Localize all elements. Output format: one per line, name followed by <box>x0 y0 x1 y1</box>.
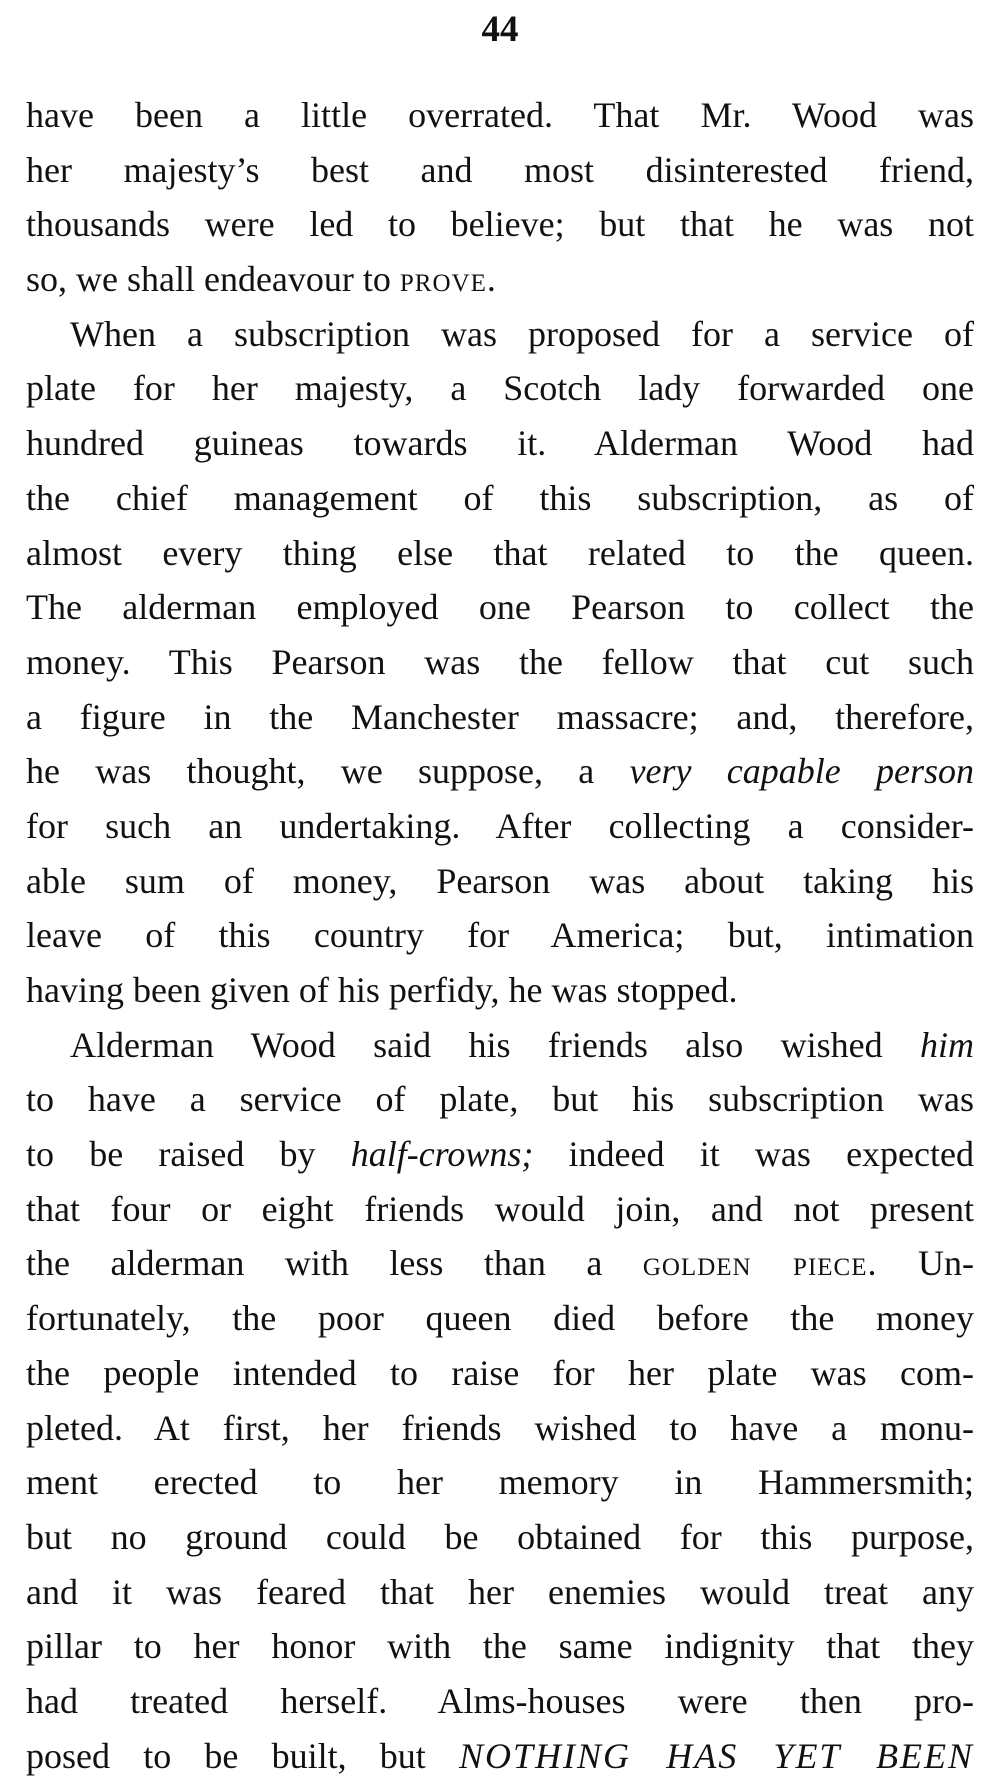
line-text: a figure in the Manchester massacre; and, therefore, <box>26 696 974 737</box>
text-line-9 <box>26 526 974 581</box>
body-text <box>26 88 974 1783</box>
line-text: thousands were led to believe; but that he was not <box>26 204 974 245</box>
line-text: plate for her majesty, a Scotch lady forwarded one <box>26 368 974 409</box>
text-line-4 <box>26 252 974 307</box>
italic-caps-text: NOTHING HAS YET BEEN <box>459 1735 974 1776</box>
line-text: for such an undertaking. After collecting a consider- <box>26 805 974 846</box>
text-line-7 <box>26 416 974 471</box>
line-text: Un- <box>877 1243 974 1284</box>
text-line-16 <box>26 908 974 963</box>
text-line-26 <box>26 1455 974 1510</box>
line-text: that four or eight friends would join, and not present <box>26 1188 974 1229</box>
line-text: to be raised by <box>26 1134 351 1175</box>
text-line-8 <box>26 471 974 526</box>
line-text: he was thought, we suppose, a <box>26 751 630 792</box>
line-text: indeed it was expected <box>533 1134 974 1175</box>
text-line-12 <box>26 690 974 745</box>
text-line-27 <box>26 1510 974 1565</box>
text-line-25 <box>26 1401 974 1456</box>
line-text: almost every thing else that related to the queen. <box>26 532 974 573</box>
italic-text: very capable person <box>629 751 975 792</box>
text-line-15 <box>26 854 974 909</box>
text-line-1 <box>26 88 974 143</box>
text-line-23 <box>26 1291 974 1346</box>
text-line-18 <box>26 1018 974 1073</box>
text-line-20 <box>26 1127 974 1182</box>
line-text: the chief management of this subscription, as of <box>26 477 974 518</box>
line-text: money. This Pearson was the fellow that cut such <box>26 641 974 682</box>
small-caps-text: prove. <box>399 259 497 300</box>
text-line-28 <box>26 1565 974 1620</box>
text-line-19 <box>26 1072 974 1127</box>
text-line-24 <box>26 1346 974 1401</box>
italic-text: him <box>920 1024 974 1065</box>
text-line-3 <box>26 197 974 252</box>
line-text: to have a service of plate, but his subscription was <box>26 1079 974 1120</box>
line-text: The alderman employed one Pearson to collect the <box>26 587 974 628</box>
text-line-21 <box>26 1182 974 1237</box>
text-line-31 <box>26 1729 974 1783</box>
text-line-29 <box>26 1619 974 1674</box>
line-text: having been given of his perfidy, he was stopped. <box>26 970 738 1010</box>
line-text: have been a little overrated. That Mr. Wood was <box>26 95 974 135</box>
text-line-10 <box>26 580 974 635</box>
text-line-22 <box>26 1236 974 1291</box>
line-text: When a subscription was proposed for a service of <box>70 313 974 354</box>
line-text: leave of this country for America; but, intimation <box>26 915 974 956</box>
text-line-30 <box>26 1674 974 1729</box>
text-line-5 <box>26 307 974 362</box>
line-text: posed to be built, but <box>26 1735 459 1776</box>
line-text: the alderman with less than a <box>26 1243 643 1284</box>
text-line-6 <box>26 361 974 416</box>
line-text: had treated herself. Alms-houses were then pro- <box>26 1680 974 1721</box>
line-text: hundred guineas towards it. Alderman Wood had <box>26 423 974 464</box>
line-text: so, we shall endeavour to <box>26 259 400 300</box>
line-text: fortunately, the poor queen died before the money <box>26 1298 974 1339</box>
line-text: pleted. At first, her friends wished to have a monu- <box>26 1407 974 1448</box>
text-line-13 <box>26 744 974 799</box>
line-text: pillar to her honor with the same indignity that they <box>26 1626 974 1667</box>
small-caps-text: golden piece. <box>642 1243 878 1284</box>
line-text: Alderman Wood said his friends also wished <box>70 1024 920 1065</box>
line-text: and it was feared that her enemies would treat any <box>26 1571 974 1612</box>
italic-text: half-crowns; <box>350 1134 534 1175</box>
text-line-14 <box>26 799 974 854</box>
line-text: the people intended to raise for her plate was com- <box>26 1352 974 1393</box>
line-text: but no ground could be obtained for this purpose, <box>26 1516 974 1557</box>
text-line-11 <box>26 635 974 690</box>
text-line-2 <box>26 143 974 198</box>
line-text: able sum of money, Pearson was about taking his <box>26 860 974 901</box>
page-number: 44 <box>481 9 519 50</box>
text-line-17 <box>26 963 974 1018</box>
line-text: her majesty’s best and most disinterested friend, <box>26 149 974 190</box>
line-text: ment erected to her memory in Hammersmith; <box>26 1462 974 1503</box>
